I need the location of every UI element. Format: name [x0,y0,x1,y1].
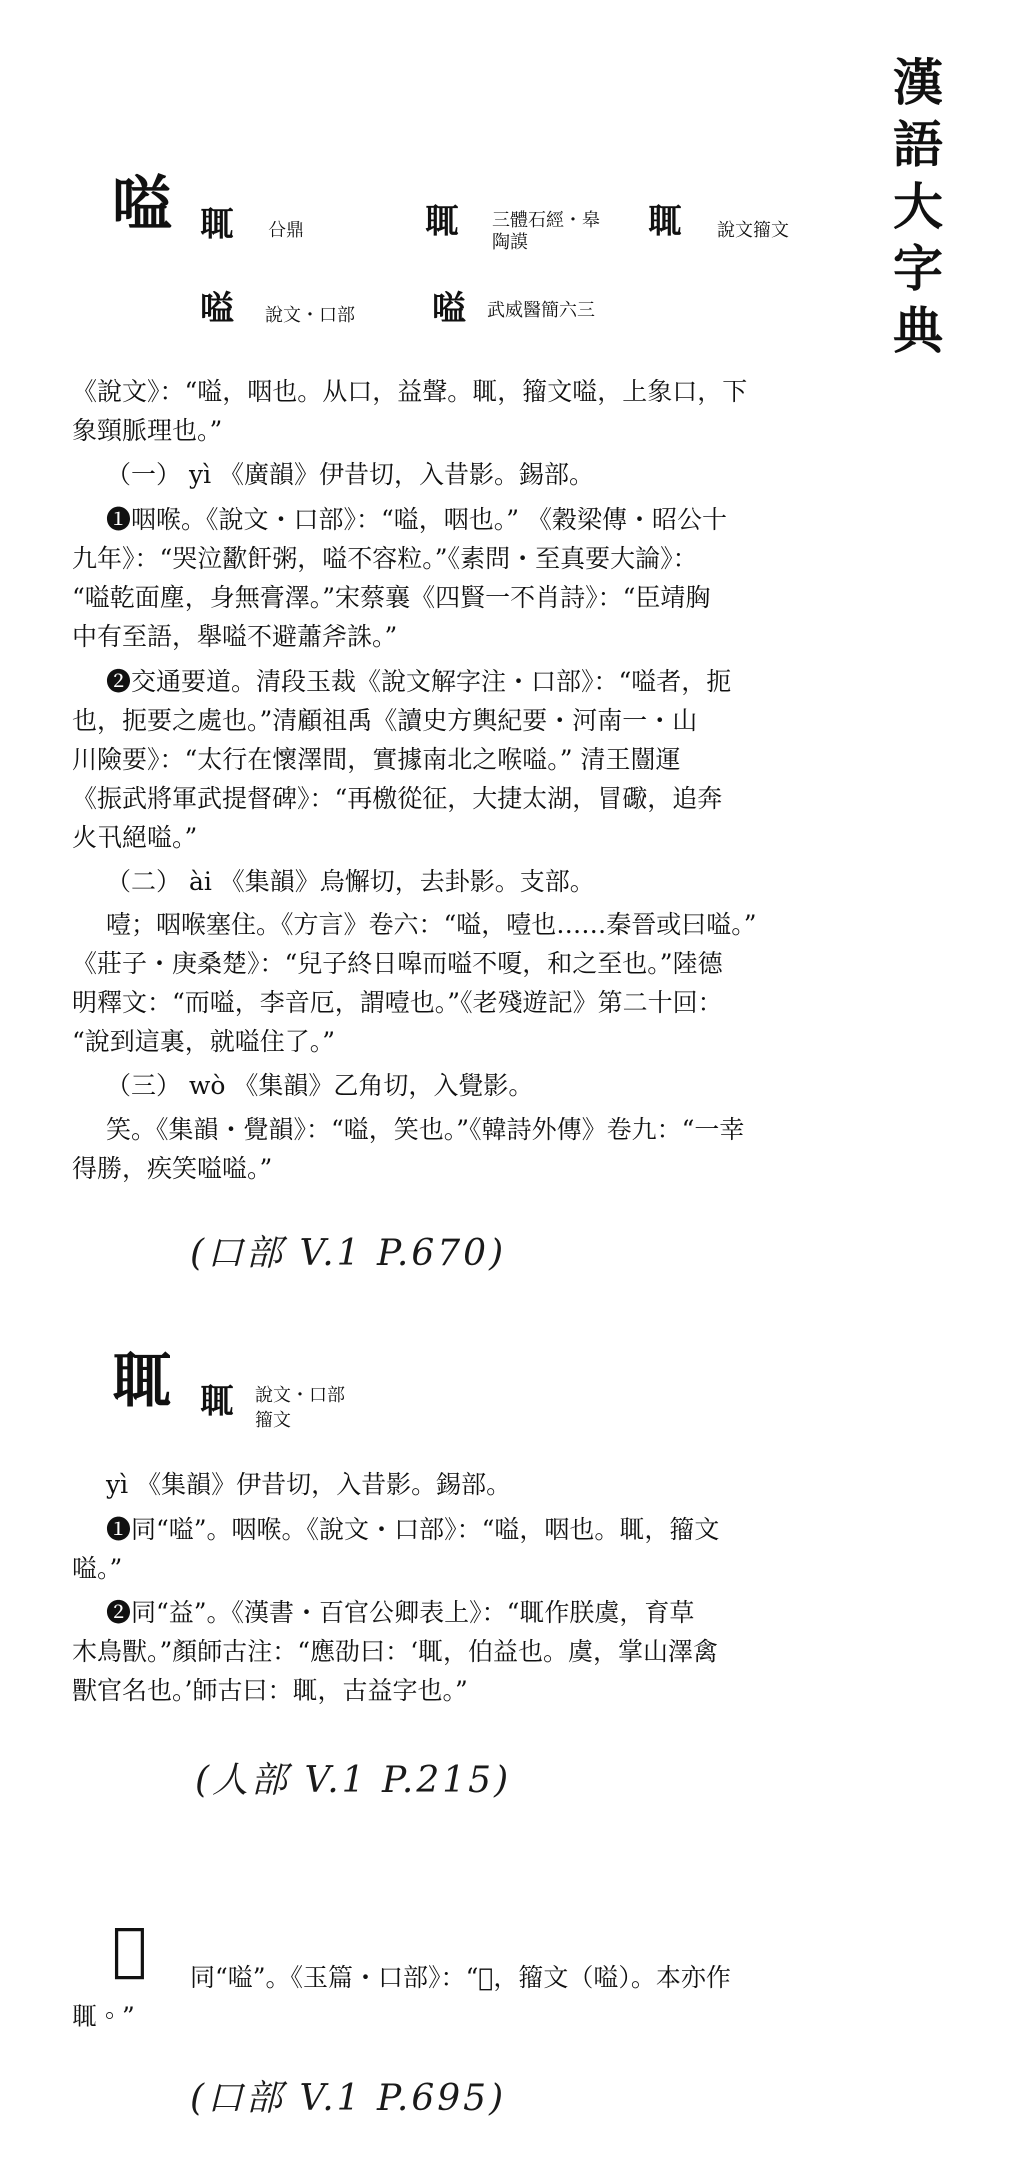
definition-line: 同“嗌”。《玉篇・口部》：“𭈘，籀文（嗌）。本亦作 [190,1963,731,1992]
handwritten-note: (口部 V.1 P.695) [190,2078,507,2119]
title-char: 字 [893,239,943,298]
ancient-form-glyph: 𦕿 [200,205,234,245]
ancient-form-label: 說文・口部 [255,1385,345,1406]
definition-line: 中有至語，舉嗌不避蕭斧誅。” [72,622,398,651]
definition-line: ❶同“嗌”。咽喉。《說文・口部》：“嗌，咽也。𦕿，籀文 [106,1515,720,1544]
definition-line: 《振武將軍武提督碑》：“再檄從征，大捷太湖，冒礮，追奔 [72,784,723,813]
definition-line: 木鳥獸。”顏師古注：“應劭曰：‘𦕿，伯益也。虞，掌山澤禽 [72,1637,719,1666]
definition-line: ❷同“益”。《漢書・百官公卿表上》：“𦕿作朕虞，育草 [106,1598,695,1627]
definition-line: 川險要》：“太行在懷澤間，實據南北之喉嗌。” 清王闓運 [72,745,681,774]
definition-line: 𦕿。” [72,2002,135,2031]
entry-head-char: 𭈘 [112,1915,147,1983]
definition-line: 得勝，疾笑嗌嗌。” [72,1154,273,1183]
pronunciation-line: （三） wò 《集韻》乙角切，入覺影。 [106,1071,534,1100]
definition-line: 獸官名也。’師古曰：𦕿，古益字也。” [72,1676,468,1705]
definition-line: 九年》：“哭泣歠飦粥，嗌不容粒。”《素問・至真要大論》： [72,544,698,573]
definition-line: 象頸脈理也。” [72,416,223,445]
ancient-form-label: 武威醫簡六三 [487,300,595,321]
definition-line: “說到這裏，就嗌住了。” [72,1027,336,1056]
entry-head-char: 嗌 [112,170,172,240]
ancient-form-label: 說文籀文 [717,220,789,241]
title-char: 典 [893,301,943,360]
definition-line: ❷交通要道。清段玉裁《說文解字注・口部》：“嗌者，扼 [106,667,732,696]
dictionary-title [888,52,948,362]
definition-line: 笑。《集韻・覺韻》：“嗌，笑也。”《韓詩外傳》卷九：“一幸 [106,1115,745,1144]
ancient-form-label: 說文・口部 [265,305,355,326]
ancient-form-label: 三體石經・皋陶謨 [492,210,600,253]
title-char: 漢 [893,53,943,112]
ancient-form-glyph: 嗌 [432,289,466,329]
handwritten-note: (口部 V.1 P.670) [190,1233,507,1274]
ancient-form-glyph: 𦕿 [200,1382,234,1422]
handwritten-note: (人部 V.1 P.215) [195,1760,512,1801]
ancient-form-glyph: 𦕿 [425,202,459,242]
definition-line: 《說文》：“嗌，咽也。从口，益聲。𦕿，籀文嗌，上象口，下 [72,377,748,406]
definition-line: 噎；咽喉塞住。《方言》卷六：“嗌，噎也……秦晉或曰嗌。” [106,910,757,939]
definition-line: ❶咽喉。《說文・口部》：“嗌，咽也。” 《穀梁傳・昭公十 [106,505,728,534]
entry-head-char: 𦕿 [112,1347,172,1417]
pronunciation-line: （二） ài 《集韻》烏懈切，去卦影。支部。 [106,867,595,896]
title-char: 大 [893,177,943,236]
pronunciation-line: （一） yì 《廣韻》伊昔切，入昔影。錫部。 [106,460,595,489]
definition-line: 明釋文：“而嗌，李音厄，謂噎也。”《老殘遊記》第二十回： [72,988,723,1017]
definition-line: 嗌。” [72,1554,123,1583]
title-char: 語 [893,115,943,174]
ancient-form-label: 㕣鼎 [268,220,304,241]
ancient-form-glyph: 𦕿 [648,202,682,242]
definition-line: 也，扼要之處也。”清顧祖禹《讀史方輿紀要・河南一・山 [72,706,698,735]
definition-line: 火卂絕嗌。” [72,823,198,852]
ancient-form-glyph: 嗌 [200,289,234,329]
pronunciation-line: yì 《集韻》伊昔切，入昔影。錫部。 [106,1470,512,1499]
definition-line: 《莊子・庚桑楚》：“兒子終日嗥而嗌不嗄，和之至也。”陸德 [72,949,723,978]
ancient-form-label: 籀文 [255,1410,291,1431]
definition-line: “嗌乾面塵，身無膏澤。”宋蔡襄《四賢一不肖詩》：“臣靖胸 [72,583,711,612]
